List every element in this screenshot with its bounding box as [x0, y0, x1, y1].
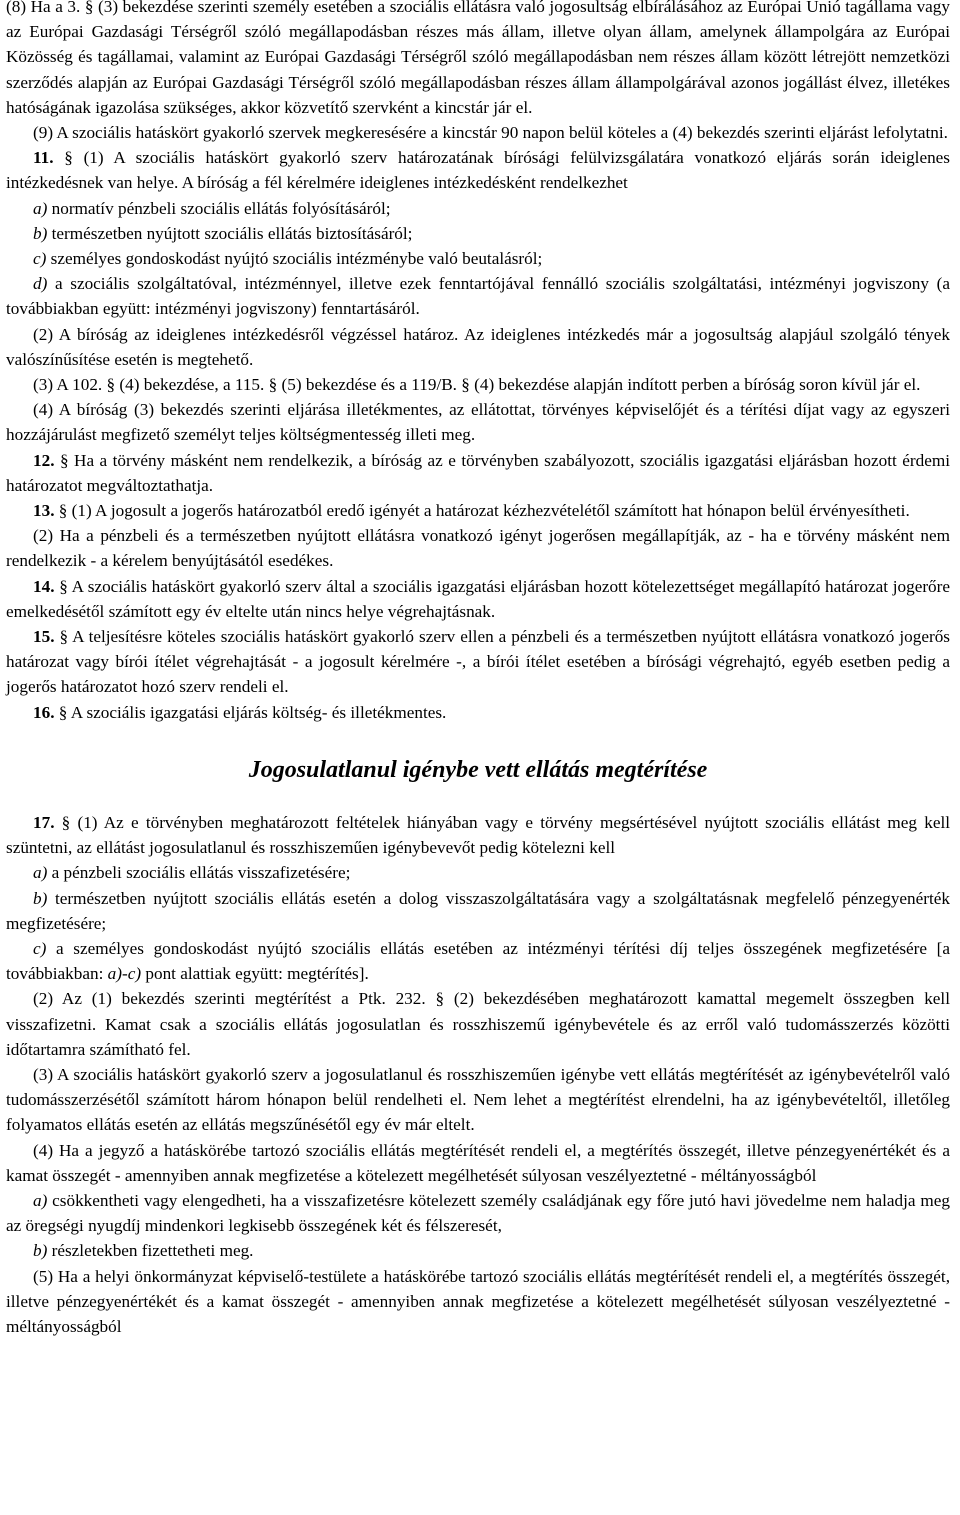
- paragraph-text: § (1) A szociális hatáskört gyakorló szerv határozatának bírósági felülvizsgálatára vonatkozó eljárás során ideiglenes intézkedésnek van helye. A bíróság a fél kérelmére ideiglenes intézkedésként rendelkezhet: [6, 148, 950, 193]
- paragraph-text: normatív pénzbeli szociális ellátás folyósításáról;: [47, 198, 391, 218]
- paragraph-text: részletekben fizettetheti meg.: [47, 1241, 254, 1261]
- paragraph-q8: [6, 1188, 950, 1238]
- paragraph-text: (3) A szociális hatáskört gyakorló szerv a jogosulatlanul és rosszhiszeműen igénybe vett ellátás megtérítését az igénybevételről való tudomásszerzésétől számított három hónapon belül rendelheti el. Nem lehet a megtérítést elrendelni, ha az igénybevételtől, illetőleg folyamatos ellátás esetén az ellátás megszűnésétől egy év már eltelt.: [6, 1064, 950, 1135]
- section-number: 14.: [33, 576, 55, 596]
- list-marker: d): [33, 274, 48, 294]
- paragraph-p11: [6, 448, 950, 498]
- paragraph-q9: [6, 1238, 950, 1263]
- paragraph-text: (9) A szociális hatáskört gyakorló szervek megkeresésére a kincstár 90 napon belül köteles a (4) bekezdés szerinti eljárást lefolytatni.: [33, 123, 948, 143]
- paragraph-p3: [6, 145, 950, 195]
- paragraph-text: a személyes gondoskodást nyújtó szociális ellátás esetében az intézményi térítési díj teljes összegének megfizetésére [a továbbiakban:: [6, 938, 950, 984]
- paragraph-p9: [6, 372, 950, 397]
- paragraph-q10: [6, 1264, 950, 1340]
- paragraph-text: (2) Az (1) bekezdés szerinti megtérítést a Ptk. 232. § (2) bekezdésében meghatározott kamattal megemelt összegben kell visszafizetni. Kamat csak a szociális ellátás jogosulatlan és rosszhiszemű igénybevétele és az erről való tudomásszerzés közötti időtartamra számítható fel.: [6, 989, 950, 1059]
- paragraph-p6: [6, 246, 950, 271]
- section-heading: Jogosulatlanul igénybe vett ellátás megtérítése: [248, 756, 708, 783]
- paragraph-q1: [6, 810, 950, 860]
- paragraph-text: § A szociális igazgatási eljárás költség- és illetékmentes.: [54, 702, 447, 722]
- paragraph-text: természetben nyújtott szociális ellátás esetén a dolog visszaszolgáltatására vagy a szolgáltatásnak megfelelő pénzegyenérték megfizetésére;: [6, 888, 950, 933]
- section-number: 16.: [33, 702, 55, 722]
- paragraph-p14: [6, 574, 950, 624]
- section-number: 15.: [33, 627, 55, 647]
- paragraph-q2: [6, 860, 950, 885]
- paragraph-text: (2) Ha a pénzbeli és a természetben nyújtott ellátásra vonatkozó igényt jogerősen megállapítják, az - ha e törvény másként nem rendelkezik - a kérelem benyújtásától esedékes.: [6, 526, 950, 571]
- paragraph-text: § A szociális hatáskört gyakorló szerv által a szociális igazgatási eljárásban hozott kötelezettséget megállapító határozat jogerőre emelkedésétől számított egy év eltelte után nincs helye végrehajtásnak.: [6, 576, 950, 621]
- paragraph-q5: [6, 986, 950, 1062]
- paragraph-text: természetben nyújtott szociális ellátás biztosításáról;: [47, 223, 413, 243]
- paragraph-text: § (1) A jogosult a jogerős határozatból eredő igényét a határozat kézhezvételétől számított hat hónapon belül érvényesítheti.: [54, 501, 910, 521]
- paragraph-p4: [6, 196, 950, 221]
- paragraph-p13: [6, 523, 950, 573]
- paragraph-text: § (1) Az e törvényben meghatározott feltételek hiányában vagy e törvény megsértésével nyújtott szociális ellátást meg kell szüntetni, az ellátást jogosulatlanul és rosszhiszeműen igénybevevőt pedig kötelezni kell: [6, 812, 950, 858]
- paragraph-text: (5) Ha a helyi önkormányzat képviselő-testülete a hatáskörébe tartozó szociális ellátás megtérítését rendeli el, a megtérítés összegét, illetve pénzegyenértékét és a kamat összegét - amennyiben annak megfizetése a kötelezett megélhetését súlyosan veszélyeztetné - méltányosságból: [6, 1266, 950, 1336]
- paragraph-text: (4) A bíróság (3) bekezdés szerinti eljárása illetékmentes, az ellátottat, törvényes képviselőjét és a térítési díjat vagy az egyszeri hozzájárulást megfizető személyt teljes költségmentesség illeti meg.: [6, 400, 950, 445]
- paragraph-p1: [6, 0, 950, 120]
- section-after-heading: [6, 810, 950, 1339]
- paragraph-q4: [6, 936, 950, 986]
- paragraph-text: § A teljesítésre köteles szociális hatáskört gyakorló szerv ellen a pénzbeli és a természetben nyújtott ellátásra vonatkozó jogerős határozat vagy bírói ítélet végrehajtását - a jogosult kérelmére -, a bírói ítélet esetében a bírósági végrehajtó, egyéb esetben pedig a jogerős határozatot hozó szerv rendeli el.: [6, 627, 950, 697]
- list-marker: a): [33, 198, 48, 218]
- paragraph-q3: [6, 886, 950, 936]
- section-number: 11.: [33, 148, 54, 168]
- paragraph-text: (8) Ha a 3. § (3) bekezdése szerinti személy esetében a szociális ellátásra való jogosultság elbírálásához az Európai Unió tagállama vagy az Európai Gazdasági Térségről szóló megállapodásban részes más állam, illetve olyan állam, amelynek állampolgára az Európai Közösség és tagállamai, valamint az Európai Gazdasági Térségről szóló megállapodásban nem részes állam között létrejött nemzetközi szerződés alapján az Európai Gazdasági Térségről szóló megállapodásban részes állam állampolgárával azonos jogállást élvez, illetékes hatóságának igazolása szükséges, akkor közvetítő szervként a kincstár jár el.: [6, 0, 950, 117]
- section-number: 12.: [33, 450, 55, 470]
- paragraph-text: pont alattiak együtt: megtérítés].: [141, 964, 369, 984]
- list-marker: c): [33, 938, 47, 958]
- list-marker: c): [33, 249, 47, 269]
- paragraph-text: a pénzbeli szociális ellátás visszafizetésére;: [47, 863, 351, 883]
- list-marker: b): [33, 1241, 48, 1261]
- section-before-heading: [6, 0, 950, 725]
- paragraph-text: § Ha a törvény másként nem rendelkezik, a bíróság az e törvényben szabályozott, szociális igazgatási eljárásban hozott érdemi határozatot megváltoztathatja.: [6, 450, 950, 495]
- paragraph-p10: [6, 397, 950, 447]
- section-number: 17.: [33, 812, 55, 832]
- paragraph-text: (2) A bíróság az ideiglenes intézkedésről végzéssel határoz. Az ideiglenes intézkedés már a jogosultság alapjául szolgáló tények valószínűsítése esetén is megtehető.: [6, 324, 950, 369]
- list-marker: a)-c): [107, 964, 142, 984]
- paragraph-p12: [6, 498, 950, 523]
- paragraph-text: személyes gondoskodást nyújtó szociális intézménybe való beutalásról;: [46, 249, 543, 269]
- paragraph-text: (4) Ha a jegyző a hatáskörébe tartozó szociális ellátás megtérítését rendeli el, a megtérítés összegét, illetve pénzegyenértékét és a kamat összegét - amennyiben annak megfizetése a kötelezett megélhetését súlyosan veszélyeztetné - méltányosságból: [6, 1140, 950, 1185]
- paragraph-p5: [6, 221, 950, 246]
- list-marker: b): [33, 223, 48, 243]
- list-marker: a): [33, 863, 48, 883]
- list-marker: b): [33, 888, 48, 908]
- paragraph-p7: [6, 271, 950, 321]
- paragraph-q7: [6, 1138, 950, 1188]
- paragraph-q6: [6, 1062, 950, 1138]
- paragraph-p8: [6, 322, 950, 372]
- paragraph-p15: [6, 624, 950, 700]
- list-marker: a): [33, 1190, 48, 1210]
- paragraph-p2: [6, 120, 950, 145]
- paragraph-text: (3) A 102. § (4) bekezdése, a 115. § (5) bekezdése és a 119/B. § (4) bekezdése alapján indított perben a bíróság soron kívül jár el.: [33, 375, 921, 395]
- section-number: 13.: [33, 501, 55, 521]
- paragraph-text: a szociális szolgáltatóval, intézménnyel, illetve ezek fenntartójával fennálló szociális szolgáltatási, intézményi jogviszony (a továbbiakban együtt: intézményi jogviszony) fenntartásáról.: [6, 274, 950, 319]
- paragraph-p16: [6, 700, 950, 725]
- paragraph-text: csökkentheti vagy elengedheti, ha a visszafizetésre kötelezett személy családjának egy főre jutó havi jövedelme nem haladja meg az öregségi nyugdíj mindenkori legkisebb összegének két és félszeresét,: [6, 1190, 950, 1236]
